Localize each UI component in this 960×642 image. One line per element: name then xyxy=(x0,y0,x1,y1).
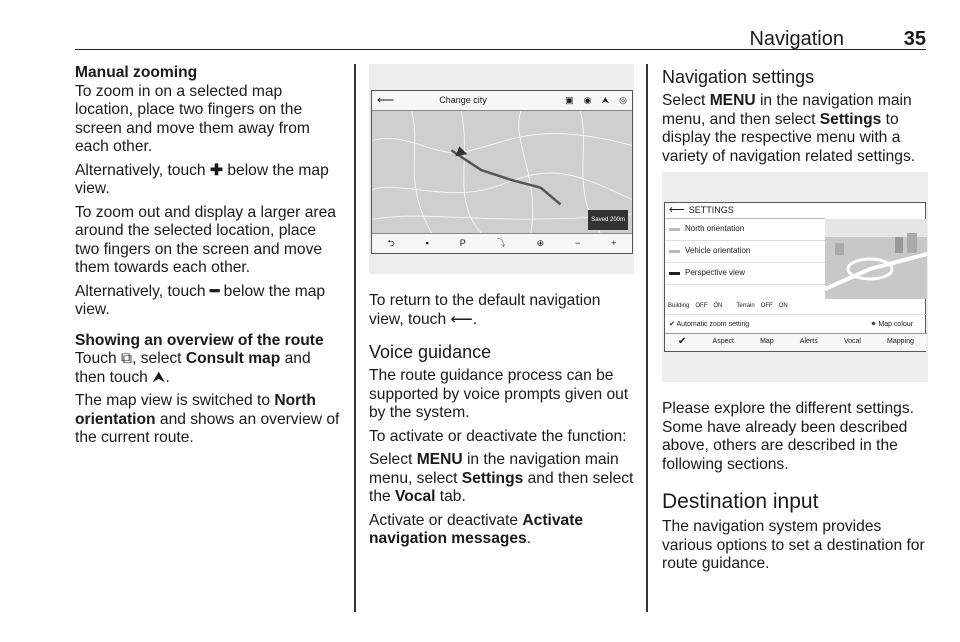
layers-icon[interactable]: ▪ xyxy=(425,238,429,249)
zoom-out-icon: ━ xyxy=(209,282,220,300)
paragraph: To zoom out and display a larger area around the selected location, place two fingers on the screen and move them towards each other. xyxy=(75,203,336,276)
map-top-bar xyxy=(372,91,632,111)
parking-icon[interactable]: P xyxy=(459,238,466,249)
setting-north-orientation[interactable]: North orientation xyxy=(665,219,825,241)
settings-screenshot xyxy=(662,172,928,382)
detour-icon[interactable]: ⤵ xyxy=(496,238,506,249)
paragraph: The map view is switched to North orientation and shows an overview of the current route. xyxy=(75,392,340,446)
display-switches: Building OFF ON Terrain OFF ON xyxy=(665,299,927,315)
recenter-icon[interactable]: ⊕ xyxy=(536,238,545,249)
column-divider xyxy=(646,64,648,612)
manual-zoom-heading: Manual zooming xyxy=(75,64,198,81)
setting-perspective-view[interactable]: Perspective view xyxy=(665,263,825,285)
map-screen xyxy=(371,90,633,254)
column-left xyxy=(75,64,343,453)
back-arrow-icon[interactable]: ⟵ xyxy=(377,93,395,108)
map-screenshot xyxy=(369,64,634,274)
settings-title-bar xyxy=(665,203,825,219)
zoom-in-button[interactable]: + xyxy=(611,238,617,249)
tab-mapping[interactable]: Mapping xyxy=(887,338,914,346)
compass-icon[interactable]: ◉ xyxy=(583,95,592,106)
map-view[interactable] xyxy=(372,111,632,233)
destination-input-heading: Destination input xyxy=(662,490,819,513)
setting-vehicle-orientation[interactable]: Vehicle orientation xyxy=(665,241,825,263)
paragraph: Touch ⧉, select Consult map and then touch ⮝. xyxy=(75,350,311,386)
paragraph: Select MENU in the navigation main menu, select Settings and then select the Vocal tab. xyxy=(369,451,634,505)
paragraph: To return to the default navigation view, touch ⟵. xyxy=(369,292,601,328)
column-middle xyxy=(369,64,634,554)
north-orientation-icon: ⮝ xyxy=(152,368,166,386)
voice-guidance-heading: Voice guidance xyxy=(369,342,492,362)
reroute-icon[interactable]: ⮌ xyxy=(387,238,395,249)
building-on[interactable]: ON xyxy=(713,303,723,310)
paragraph: Alternatively, touch ✚ below the map view. xyxy=(75,161,329,197)
back-arrow-icon[interactable]: ⟵ xyxy=(669,204,685,217)
orientation-list xyxy=(665,219,825,285)
overview-heading: Showing an overview of the route xyxy=(75,331,324,349)
paragraph: To zoom in on a selected map location, place two fingers on the screen and move them away from each other. xyxy=(75,82,310,155)
tab-map[interactable]: Map xyxy=(760,338,774,346)
misc-settings xyxy=(665,315,927,335)
map-colour-setting[interactable]: ✷ Map colour xyxy=(870,320,913,328)
navigation-settings-heading: Navigation settings xyxy=(662,67,815,87)
paragraph: Alternatively, touch ━ below the map view. xyxy=(75,282,326,318)
paragraph: Select MENU in the navigation main menu, and then select Settings to display the respective menu with a variety of navigation related settings. xyxy=(662,92,916,165)
column-right xyxy=(662,64,928,579)
perspective-preview xyxy=(825,219,927,299)
page-number: 35 xyxy=(903,28,926,50)
column-divider xyxy=(354,64,356,612)
route-options-icon: ⧉ xyxy=(120,350,133,367)
paragraph: Please explore the different settings. Some have already been described above, others are described in the following sections. xyxy=(662,400,914,473)
paragraph: Activate or deactivate Activate navigation messages. xyxy=(369,511,584,547)
terrain-on[interactable]: ON xyxy=(778,303,788,310)
building-off[interactable]: OFF xyxy=(695,303,708,310)
target-icon[interactable]: ◎ xyxy=(619,95,627,106)
back-arrow-icon: ⟵ xyxy=(450,310,473,328)
settings-tabs xyxy=(665,333,927,351)
check-icon[interactable]: ✔ xyxy=(678,336,687,348)
terrain-off[interactable]: OFF xyxy=(760,303,773,310)
route-icon[interactable]: ▣ xyxy=(565,95,574,106)
settings-title: SETTINGS xyxy=(688,205,734,216)
north-icon[interactable]: ⮝ xyxy=(601,95,610,106)
tab-alerts[interactable]: Alerts xyxy=(799,338,818,346)
page-header xyxy=(75,28,926,50)
tab-vocal[interactable]: Vocal xyxy=(843,338,861,346)
settings-screen xyxy=(664,202,926,352)
map-bottom-bar xyxy=(372,233,632,253)
map-scale: Saved 200m xyxy=(588,210,628,231)
section-title: Navigation xyxy=(749,28,844,50)
zoom-out-button[interactable]: − xyxy=(575,238,581,249)
auto-zoom-setting[interactable]: ✔ Automatic zoom setting xyxy=(669,320,750,328)
paragraph: The navigation system provides various options to set a destination for route guidance. xyxy=(662,518,925,572)
tab-aspect[interactable]: Aspect xyxy=(712,338,734,346)
zoom-in-icon: ✚ xyxy=(209,161,224,179)
paragraph: The route guidance process can be supported by voice prompts given out by the system. xyxy=(369,367,629,421)
paragraph: To activate or deactivate the function: xyxy=(369,427,627,445)
map-title: Change city xyxy=(439,95,487,106)
preview-graphic xyxy=(825,219,927,299)
